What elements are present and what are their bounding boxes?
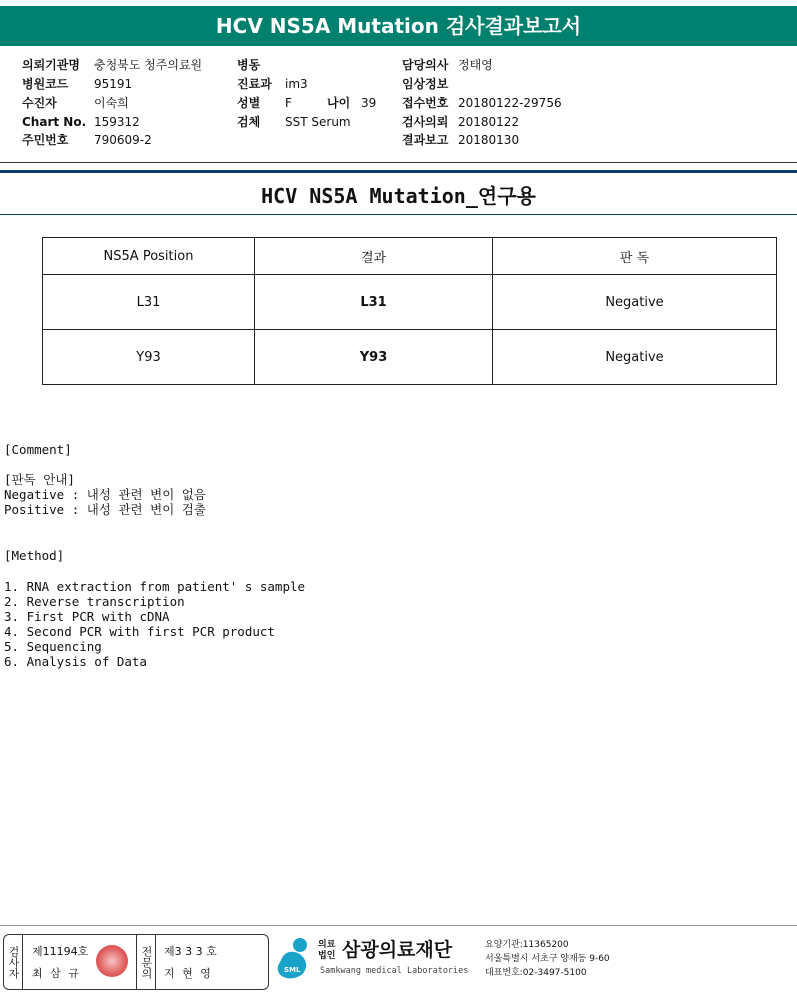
column-header-result: 결과	[255, 238, 493, 275]
table-cell-position: L31	[43, 275, 255, 330]
table-cell-interpretation: Negative	[493, 330, 777, 385]
reviewer-license-no: 제3 3 3 호	[164, 945, 217, 958]
red-seal-stamp	[96, 945, 128, 977]
divider-section	[0, 214, 797, 215]
examiner-license-no: 제11194호	[32, 945, 89, 958]
method-step: 3. First PCR with cDNA	[4, 609, 170, 624]
patient-info-block	[0, 56, 797, 156]
method-step: 6. Analysis of Data	[4, 654, 147, 669]
info-hospital-code: 병원코드 95191	[22, 77, 133, 91]
table-row	[43, 275, 777, 330]
table-cell-interpretation: Negative	[493, 275, 777, 330]
footer-divider	[0, 925, 797, 926]
table-cell-position: Y93	[43, 330, 255, 385]
info-specimen: 검체 SST Serum	[237, 115, 351, 129]
info-sex: 성별 F	[237, 96, 292, 110]
method-step: 2. Reverse transcription	[4, 594, 185, 609]
signature-stamp-box	[3, 934, 269, 990]
info-ward: 병동	[237, 58, 261, 72]
info-department: 진료과 im3	[237, 77, 308, 91]
info-resident-no: 주민번호 790609-2	[22, 133, 152, 147]
column-header-position: NS5A Position	[43, 238, 255, 275]
info-clinical-info: 임상정보	[402, 77, 449, 91]
info-accession-no: 접수번호 20180122-29756	[402, 96, 562, 110]
info-report-date: 결과보고 20180130	[402, 133, 520, 147]
comment-heading: [Comment]	[4, 442, 72, 457]
method-step: 1. RNA extraction from patient' s sample	[4, 579, 306, 594]
table-cell-result: Y93	[255, 330, 493, 385]
org-type-label: 의료 법인	[318, 940, 336, 961]
section-title: HCV NS5A Mutation_연구용	[261, 184, 536, 208]
info-request-date: 검사의뢰 20180122	[402, 115, 520, 129]
divider-thick	[0, 170, 797, 173]
method-heading: [Method]	[4, 548, 65, 563]
org-english-name: Samkwang medical Laboratories	[320, 966, 469, 976]
guide-line-negative: Negative : 내성 관련 변이 없음	[4, 487, 206, 502]
svg-text:SML: SML	[284, 966, 301, 974]
guide-line-positive: Positive : 내성 관련 변이 검출	[4, 502, 206, 517]
reviewer-label: 전문의	[136, 935, 156, 989]
guide-heading: [판독 안내]	[4, 472, 75, 487]
examiner-name: 최 삼 규	[32, 967, 81, 980]
org-contact-info	[485, 938, 610, 980]
org-institution-code: 요양기관:11365200	[485, 940, 569, 950]
org-phone: 대표번호:02-3497-5100	[485, 968, 587, 978]
org-address: 서울특별시 서초구 양재동 9-60	[485, 954, 610, 964]
org-name: 삼광의료재단	[342, 939, 453, 961]
info-chart-no: Chart No. 159312	[22, 115, 140, 129]
method-step: 5. Sequencing	[4, 639, 102, 654]
info-requesting-institution: 의뢰기관명 충청북도 청주의료원	[22, 58, 203, 72]
info-age: 나이 39	[327, 96, 377, 110]
info-doctor: 담당의사 정태영	[402, 58, 493, 72]
report-title: HCV NS5A Mutation 검사결과보고서	[215, 14, 582, 38]
column-header-interpretation: 판 독	[493, 238, 777, 275]
info-patient-name: 수진자 이숙희	[22, 96, 129, 110]
report-title-banner	[0, 6, 797, 46]
table-header-row	[43, 238, 777, 275]
examiner-label: 검사자	[4, 935, 23, 989]
results-table	[42, 237, 777, 385]
method-step: 4. Second PCR with first PCR product	[4, 624, 275, 639]
table-cell-result: L31	[255, 275, 493, 330]
table-row	[43, 330, 777, 385]
reviewer-name: 지 현 영	[164, 967, 213, 980]
divider-thin	[0, 162, 797, 163]
sml-logo-icon	[272, 936, 316, 982]
